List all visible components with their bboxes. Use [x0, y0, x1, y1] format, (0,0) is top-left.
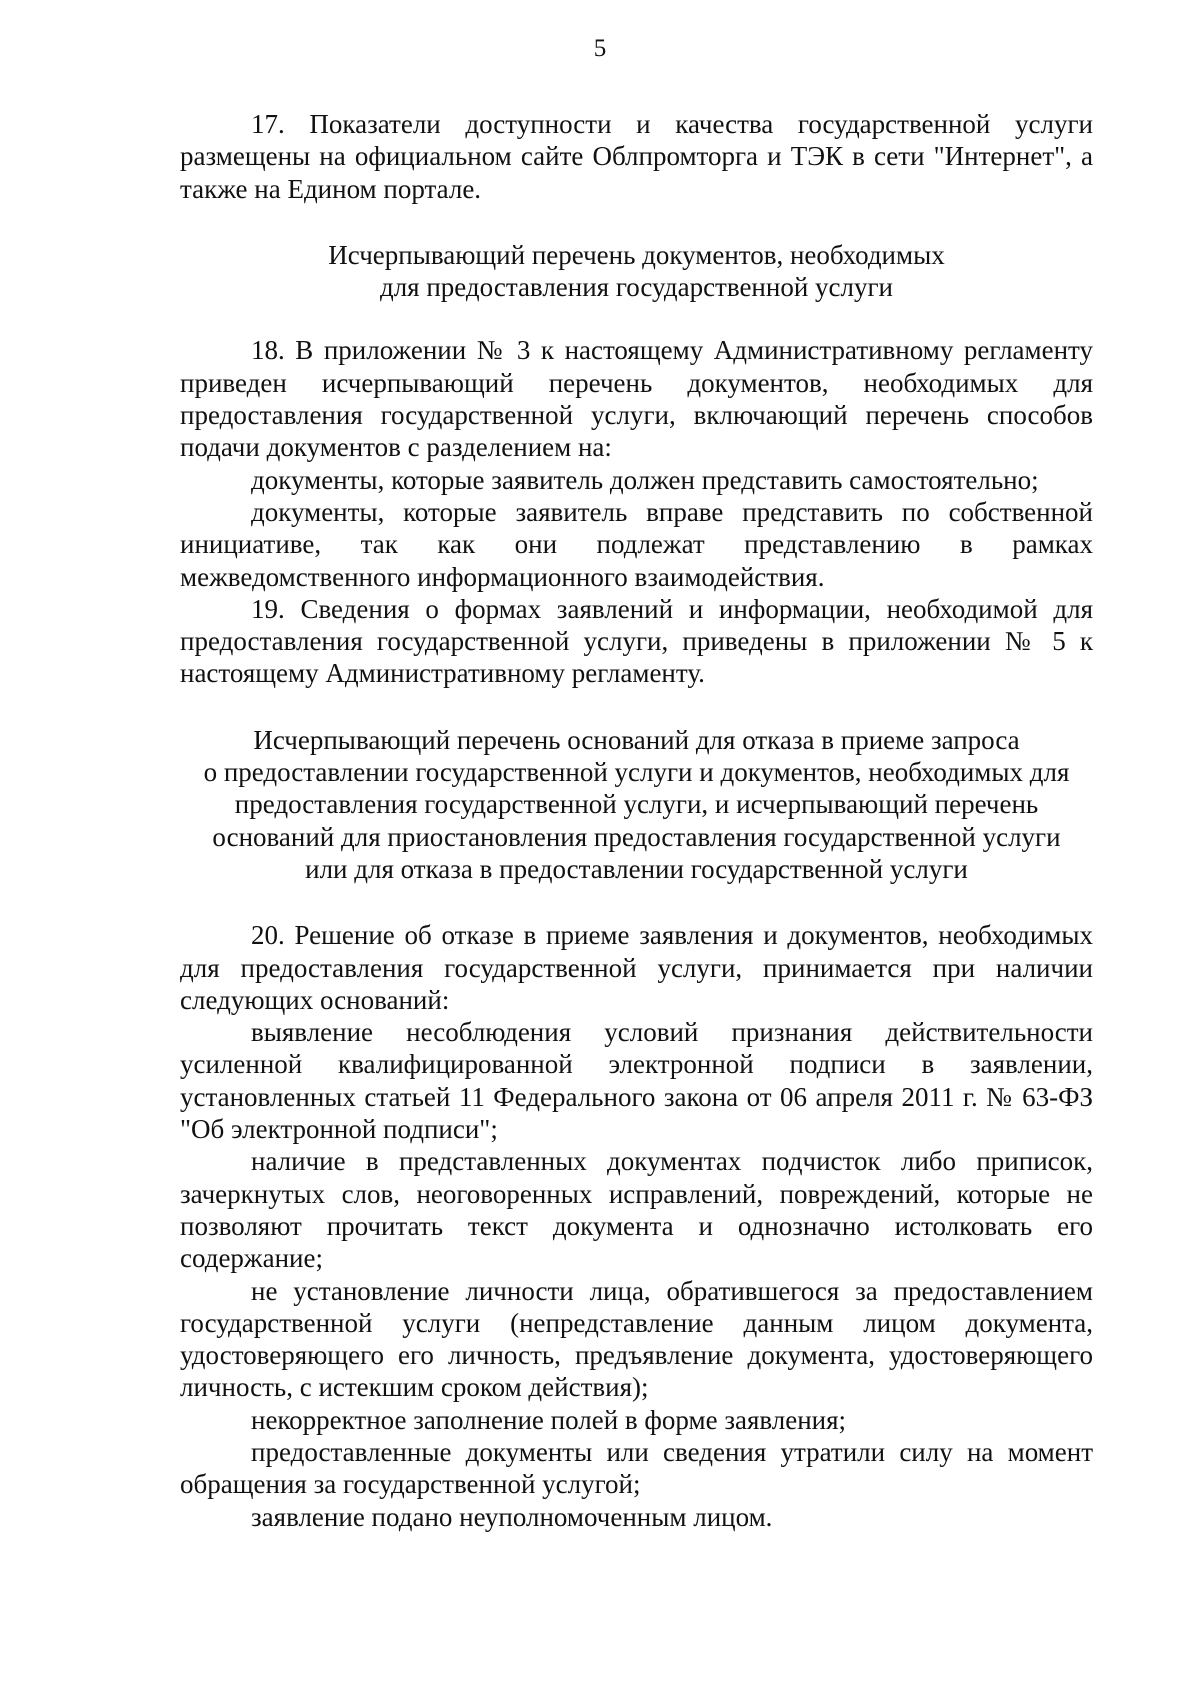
paragraph-18-item-self: документы, которые заявитель должен представить самостоятельно;: [251, 464, 1039, 495]
paragraph-20-item-expired: предоставленные документы или сведения утратили силу на момент обращения за государственной услугой;: [180, 1436, 1093, 1500]
paragraph-20: 20. Решение об отказе в приеме заявления и документов, необходимых для предоставления государственной услуги, принимается при наличии следующих оснований:: [180, 920, 1093, 1015]
heading-line: о предоставлении государственной услуги и документов, необходимых для: [203, 757, 1070, 788]
paragraph-19: 19. Сведения о формах заявлений и информации, необходимой для предоставления государственной услуги, приведены в приложении № 5 к настоящему Административному регламенту.: [180, 593, 1093, 689]
heading-line: для предоставления государственной услуги: [379, 272, 894, 303]
page-number: 5: [593, 35, 607, 62]
paragraph-18: 18. В приложении № 3 к настоящему Административному регламенту приведен исчерпывающий перечень документов, необходимых для предоставления государственной услуги, включающий перечень способов подачи документов с разделением на:: [180, 335, 1093, 463]
paragraph-18-item-initiative: документы, которые заявитель вправе представить по собственной инициативе, так как они подлежат представлению в рамках межведомственного информационного взаимодействия.: [180, 496, 1093, 592]
heading-line: предоставления государственной услуги, и исчерпывающий перечень: [234, 789, 1039, 820]
section-heading-refusal-grounds: [180, 724, 1093, 885]
heading-line: оснований для приостановления предоставления государственной услуги: [212, 821, 1061, 852]
section-heading-documents-list: [180, 239, 1093, 304]
paragraph-17: 17. Показатели доступности и качества государственной услуги размещены на официальном сайте Облпромторга и ТЭК в сети "Интернет", а также на Едином портале.: [180, 109, 1093, 204]
heading-line: или для отказа в предоставлении государственной услуги: [305, 853, 968, 884]
paragraph-20-item-form-fields: некорректное заполнение полей в форме заявления;: [251, 1404, 847, 1435]
document-body: [180, 108, 1093, 1533]
heading-line: Исчерпывающий перечень документов, необходимых: [328, 239, 945, 270]
paragraph-20-item-unauthorized: заявление подано неуполномоченным лицом.: [251, 1501, 773, 1532]
paragraph-20-item-corrections: наличие в представленных документах подчисток либо приписок, зачеркнутых слов, неоговоренных исправлений, повреждений, которые не позволяют прочитать текст документа и однозначно истолковать его содержание;: [180, 1146, 1093, 1274]
paragraph-20-item-identity: не установление личности лица, обратившегося за предоставлением государственной услуги (непредставление данным лицом документа, удостоверяющего его личность, предъявление документа, удостоверяющего личность, с истекшим сроком действия);: [180, 1275, 1093, 1403]
paragraph-20-item-signature: выявление несоблюдения условий признания действительности усиленной квалифицированной электронной подписи в заявлении, установленных статьей 11 Федерального закона от 06 апреля 2011 г. № 63-ФЗ "Об электронной подписи";: [180, 1017, 1093, 1145]
heading-line: Исчерпывающий перечень оснований для отказа в приеме запроса: [253, 724, 1020, 755]
